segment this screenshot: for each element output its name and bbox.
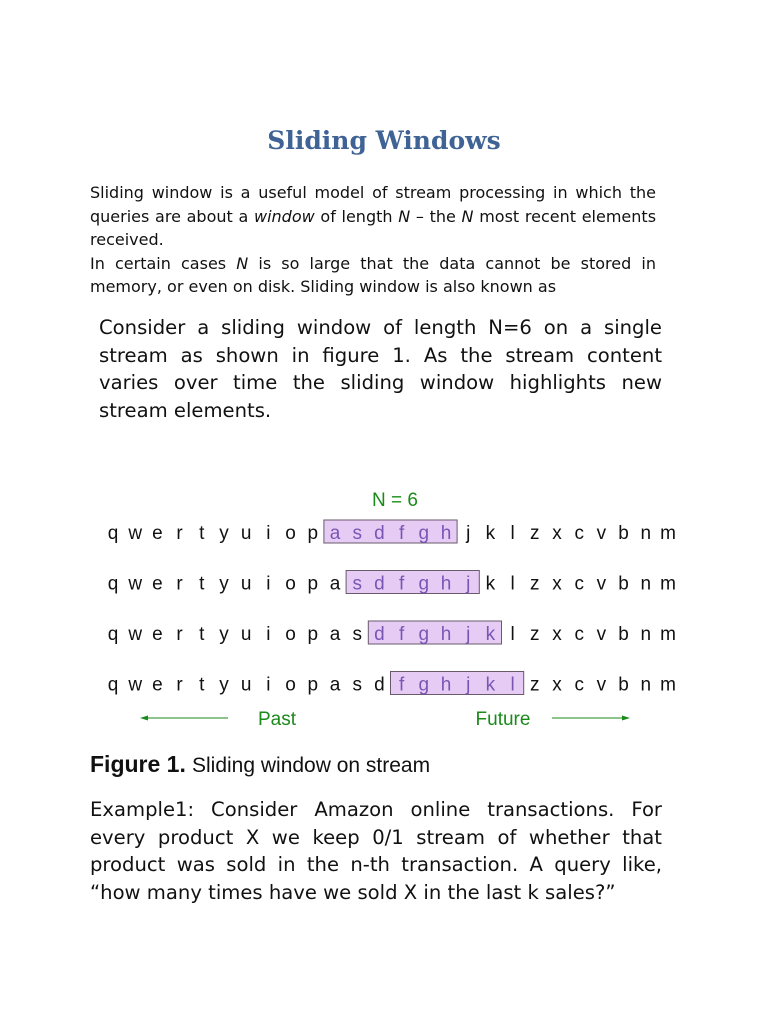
page-title: Sliding Windows — [267, 126, 501, 155]
stream-element: m — [660, 624, 676, 645]
stream-element: t — [199, 523, 205, 544]
window-highlight — [346, 571, 479, 594]
stream-element: j — [466, 523, 471, 544]
past-arrow-head-icon — [140, 716, 148, 721]
future-arrow-head-icon — [622, 716, 630, 721]
stream-element: l — [510, 573, 515, 595]
stream-element: z — [530, 523, 540, 544]
stream-element: a — [329, 573, 341, 595]
stream-element: w — [128, 573, 143, 595]
window-element: s — [352, 523, 362, 544]
window-element: g — [418, 674, 430, 696]
stream-element: e — [152, 624, 163, 645]
stream-element: l — [510, 523, 515, 544]
window-element: f — [398, 624, 405, 645]
window-element: g — [418, 523, 430, 544]
stream-element: m — [660, 523, 676, 544]
stream-element: t — [199, 624, 205, 645]
window-element: h — [440, 523, 452, 544]
window-element: h — [440, 624, 452, 645]
stream-element: v — [596, 624, 607, 645]
intro-paragraph — [90, 181, 657, 296]
stream-element: p — [307, 624, 319, 645]
stream-element: y — [219, 573, 229, 595]
stream-element: a — [329, 674, 341, 696]
stream-row — [108, 520, 676, 544]
stream-element: u — [240, 674, 252, 696]
stream-element: y — [219, 624, 229, 645]
stream-element: x — [552, 523, 562, 544]
stream-element: u — [240, 573, 252, 595]
window-length-label: N = 6 — [372, 490, 418, 511]
stream-element: t — [199, 674, 205, 696]
stream-element: k — [485, 523, 496, 544]
stream-element: i — [266, 573, 271, 595]
stream-element: e — [152, 674, 163, 696]
stream-element: i — [266, 523, 271, 544]
window-element: d — [374, 523, 385, 544]
window-element: h — [440, 573, 452, 595]
stream-row — [108, 571, 676, 595]
stream-element: z — [530, 573, 540, 595]
window-element: j — [466, 674, 471, 696]
intro-emphasis-window: window — [254, 206, 315, 226]
window-element: j — [466, 624, 471, 645]
stream-element: y — [219, 674, 229, 696]
stream-element: w — [128, 624, 143, 645]
intro-text: – the — [410, 206, 462, 226]
stream-element: o — [285, 674, 296, 696]
window-element: k — [485, 674, 496, 696]
window-element: j — [466, 573, 471, 595]
intro-emphasis-n: N — [398, 206, 411, 226]
stream-element: b — [618, 624, 629, 645]
stream-element: i — [266, 674, 271, 696]
window-element: g — [418, 573, 430, 595]
figure-caption — [90, 751, 430, 778]
stream-element: b — [618, 573, 629, 595]
window-element: f — [398, 674, 405, 696]
stream-element: o — [285, 523, 296, 544]
stream-element: u — [240, 624, 252, 645]
stream-element: x — [552, 573, 562, 595]
stream-element: q — [107, 624, 119, 645]
stream-element: v — [596, 573, 607, 595]
body-paragraph-sliding-window: Consider a sliding window of length N=6 on a single stream as shown in figure 1. As the stream content varies over time the sliding window highlights new stream elements. — [99, 316, 662, 423]
stream-element: o — [285, 624, 296, 645]
stream-element: m — [660, 573, 676, 595]
stream-element: n — [640, 523, 652, 544]
stream-element: n — [640, 674, 652, 696]
stream-element: x — [552, 624, 562, 645]
stream-element: c — [574, 674, 584, 696]
intro-text: a — [238, 206, 254, 226]
stream-element: q — [107, 523, 119, 544]
intro-text: In certain cases — [90, 253, 237, 273]
sliding-window-figure — [90, 480, 700, 735]
stream-element: x — [552, 674, 562, 696]
window-element: s — [352, 573, 362, 595]
stream-element: c — [574, 624, 584, 645]
stream-element: w — [128, 674, 143, 696]
stream-element: z — [530, 624, 540, 645]
stream-rows — [108, 520, 676, 696]
window-highlight — [368, 621, 501, 644]
stream-row — [108, 672, 676, 696]
stream-element: c — [574, 573, 584, 595]
window-element: f — [398, 573, 405, 595]
past-label: Past — [257, 709, 297, 730]
stream-element: p — [307, 674, 319, 696]
stream-element: b — [618, 523, 629, 544]
figure-caption-label: Figure 1. — [90, 751, 186, 777]
figure-caption-text: Sliding window on stream — [191, 754, 431, 777]
stream-element: p — [307, 523, 319, 544]
intro-emphasis-n: N — [236, 253, 249, 273]
stream-element: l — [510, 624, 515, 645]
intro-text: Sliding window is a useful model of stream processing in which the queries are about — [90, 183, 656, 226]
stream-element: n — [640, 573, 652, 595]
stream-element: p — [307, 573, 319, 595]
stream-element: y — [219, 523, 229, 544]
stream-element: e — [152, 523, 163, 544]
intro-text: most recent elements received. — [90, 206, 657, 249]
stream-element: r — [176, 573, 183, 595]
window-element: d — [374, 573, 385, 595]
stream-element: o — [285, 573, 296, 595]
stream-element: z — [530, 674, 540, 696]
stream-element: q — [107, 573, 119, 595]
stream-element: m — [660, 674, 676, 696]
stream-element: a — [329, 624, 341, 645]
stream-element: w — [128, 523, 143, 544]
stream-element: r — [176, 674, 183, 696]
stream-element: r — [176, 523, 183, 544]
window-element: d — [374, 624, 385, 645]
intro-text: is so large that the data cannot be stored in memory, or even on disk. Sliding window is also known as — [90, 253, 656, 296]
window-element: h — [440, 674, 452, 696]
stream-element: u — [240, 523, 252, 544]
sliding-window-diagram — [90, 480, 700, 735]
window-element: g — [418, 624, 430, 645]
window-element: l — [510, 674, 515, 696]
future-label: Future — [475, 709, 531, 730]
window-element: k — [485, 624, 496, 645]
stream-element: d — [374, 674, 385, 696]
stream-element: v — [596, 523, 607, 544]
stream-element: t — [199, 573, 205, 595]
stream-element: n — [640, 624, 652, 645]
stream-element: s — [352, 624, 362, 645]
stream-element: b — [618, 674, 629, 696]
intro-emphasis-n: N — [461, 206, 474, 226]
window-highlight — [324, 520, 457, 543]
intro-text: of length — [314, 206, 399, 226]
window-highlight — [391, 672, 524, 695]
body-paragraph-example: Example1: Consider Amazon online transactions. For every product X we keep 0/1 stream of whether that product was sold in the n-th transaction. A query like, “how many times have we sold X in the last k sales?” — [90, 798, 662, 905]
stream-element: r — [176, 624, 183, 645]
stream-element: e — [152, 573, 163, 595]
stream-element: k — [485, 573, 496, 595]
stream-element: v — [596, 674, 607, 696]
stream-element: s — [352, 674, 362, 696]
stream-element: i — [266, 624, 271, 645]
stream-element: q — [107, 674, 119, 696]
window-element: f — [398, 523, 405, 544]
stream-element: c — [574, 523, 584, 544]
stream-row — [108, 621, 676, 645]
window-element: a — [329, 523, 341, 544]
